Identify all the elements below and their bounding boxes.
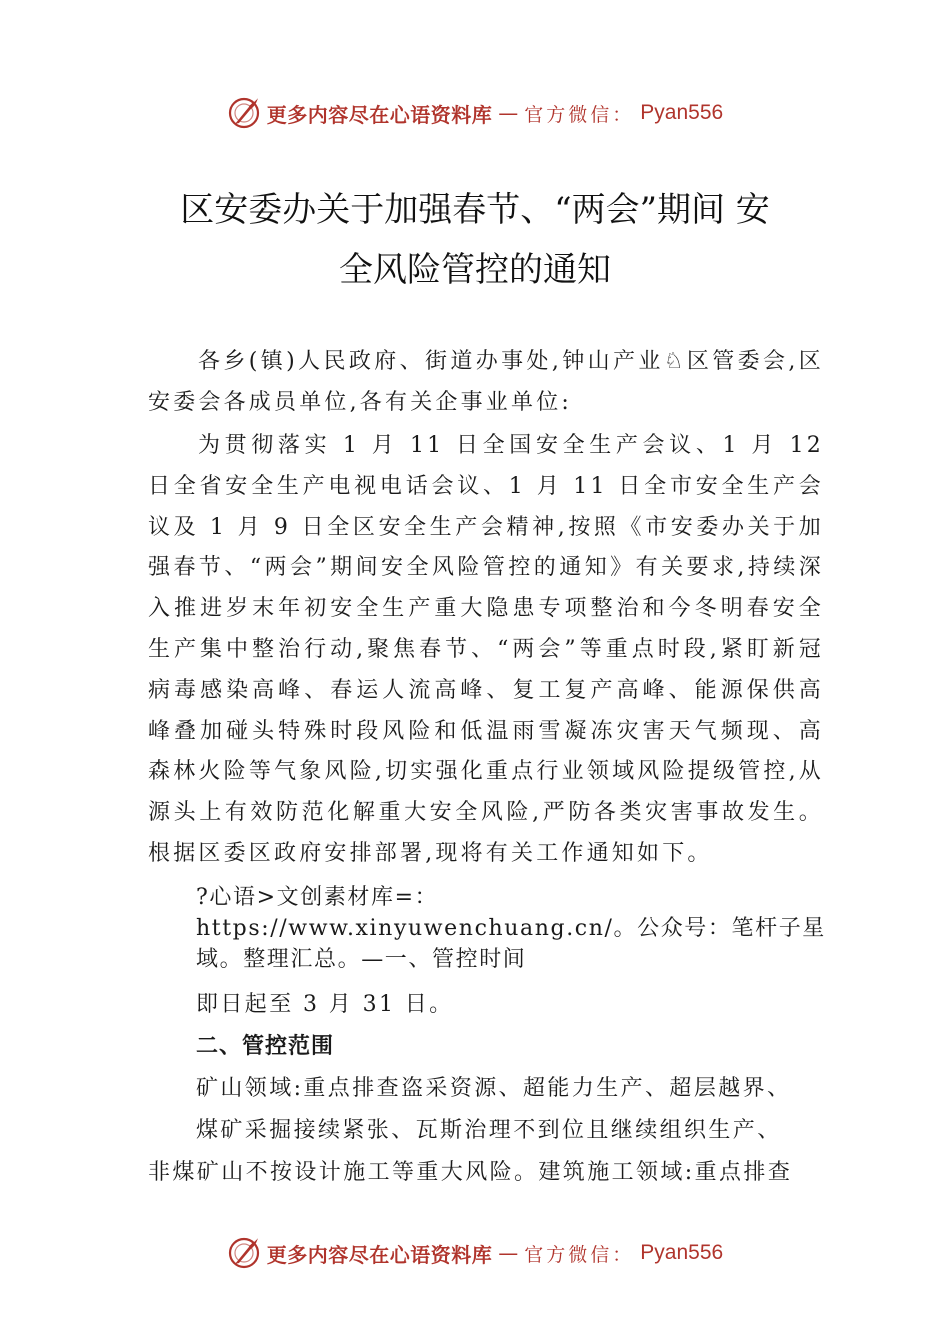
- banner-dash: —: [498, 101, 519, 125]
- footer-main-text: 更多内容尽在心语资料库: [266, 1242, 493, 1267]
- header-banner: [0, 96, 950, 130]
- document-title-line-1: 区安委办关于加强春节、“两会”期间 安: [180, 190, 770, 230]
- footer-wechat-id: Pyan556: [640, 1241, 724, 1264]
- intro-paragraph: 为贯彻落实 1 月 11 日全国安全生产会议、1 月 12 日全省安全生产电视电话会议、1 月 11 日全市安全生产会议及 1 月 9 日全区安全生产会精神,按照《市安委办关于加强春节、“两会”期间安全风险管控的通知》有关要求,持续深入推进岁末年初安全生产重大隐患专项整治和今冬明春安全生产集中整治行动,聚焦春节、“两会”等重点时段,紧盯新冠病毒感染高峰、春运人流高峰、复工复产高峰、能源保供高峰叠加碰头特殊时段风险和低温雨雪凝冻灾害天气频现、高森林火险等气象风险,切实强化重点行业领域风险提级管控,从源头上有效防范化解重大安全风险,严防各类灾害事故发生。根据区委区政府安排部署,现将有关工作通知如下。: [148, 433, 824, 866]
- footer-dash: —: [498, 1241, 519, 1265]
- banner-wechat-id: Pyan556: [640, 101, 724, 124]
- banner-label: 官方微信：: [524, 103, 635, 126]
- coal-mine-line: 煤矿采掘接续紧张、瓦斯治理不到位且继续组织生产、: [196, 1118, 782, 1143]
- addressee-paragraph: 各乡(镇)人民政府、街道办事处,钟山产业♘区管委会,区安委会各成员单位,各有关企事业单位:: [148, 349, 824, 415]
- watermark-paragraph: ?心语>文创素材库=：https://www.xinyuwenchuang.cn/。公众号：笔杆子星域。整理汇总。—一、管控时间: [196, 885, 826, 972]
- footer-banner: [0, 1236, 950, 1270]
- quill-seal-icon: [227, 1236, 261, 1270]
- quill-seal-icon: [227, 96, 261, 130]
- section-2-heading: 二、管控范围: [196, 1034, 335, 1059]
- banner-main-text: 更多内容尽在心语资料库: [266, 102, 493, 127]
- mine-field-line: 矿山领域:重点排查盗采资源、超能力生产、超层越界、: [196, 1076, 792, 1101]
- control-time-text: 即日起至 3 月 31 日。: [196, 992, 454, 1017]
- footer-label: 官方微信：: [524, 1243, 635, 1266]
- non-coal-line: 非煤矿山不按设计施工等重大风险。建筑施工领域:重点排查: [148, 1160, 793, 1185]
- document-title-line-2: 全风险管控的通知: [339, 250, 611, 290]
